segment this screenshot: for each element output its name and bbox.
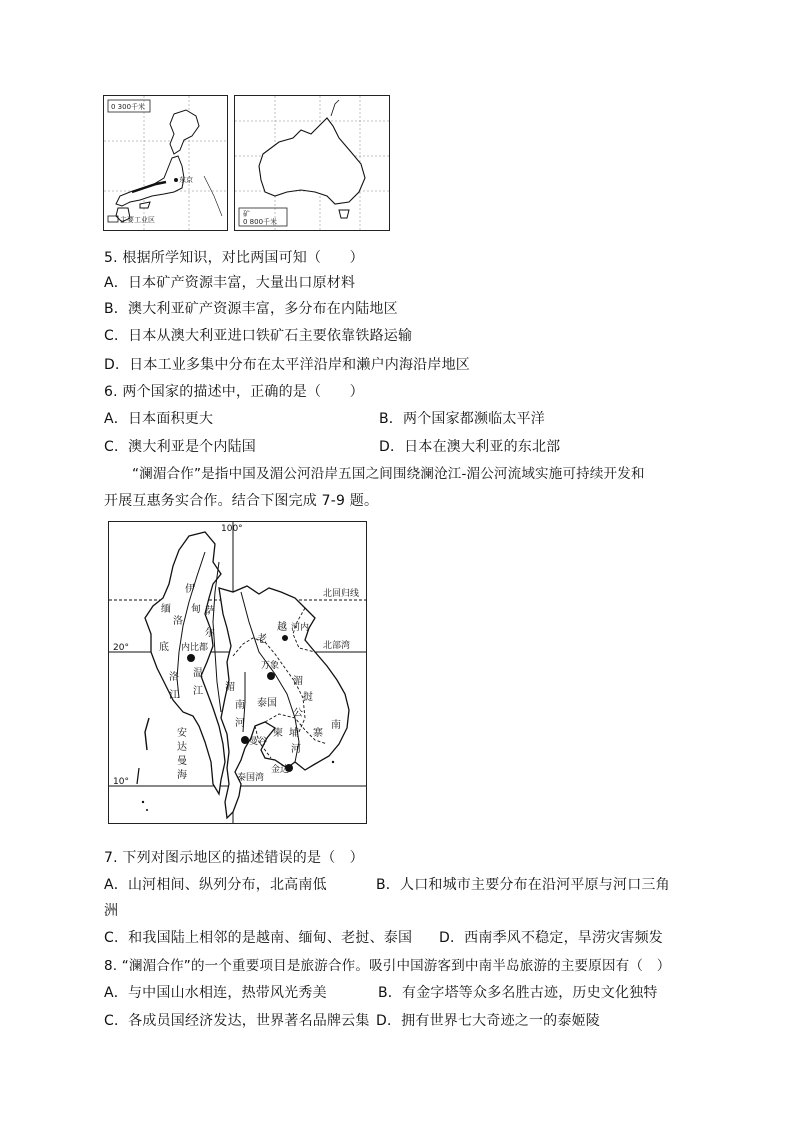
japan-map <box>103 95 228 231</box>
thailand-label: 泰国 <box>257 698 277 709</box>
lon-100-label: 100° <box>221 524 243 534</box>
bangkok-label: 曼谷 <box>249 737 268 747</box>
intro-line-2: 开展互惠务实合作。结合下图完成 7-9 题。 <box>104 493 379 509</box>
vietnam-label: 越 <box>277 622 287 633</box>
q8-option-d: D．拥有世界七大奇迹之一的泰姬陵 <box>376 1013 600 1029</box>
q6-option-a: A．日本面积更大 <box>104 411 214 427</box>
q7-option-c: C．和我国陆上相邻的是越南、缅甸、老挝、泰国 <box>104 930 413 946</box>
cambodia-char-2: 埔 <box>289 728 299 739</box>
irrawaddy-char-4: 底 <box>159 642 169 653</box>
chao-char-1: 南 <box>235 700 245 711</box>
andaman-char-3: 曼 <box>177 756 187 767</box>
japan-legend: 主要工业区 <box>120 216 155 224</box>
q5-option-a: A．日本矿产资源丰富，大量出口原材料 <box>104 275 356 291</box>
intro-line-1: “澜湄合作”是指中国及湄公河沿岸五国之间围绕澜沧江-湄公河流域实施可持续开发和 <box>132 466 645 482</box>
laos-label: 老 <box>257 634 267 645</box>
q7-option-b: B．人口和城市主要分布在沿河平原与河口三角 <box>376 877 670 893</box>
irrawaddy-char-2b: 洛 <box>169 672 179 683</box>
aus-scale-legend: 矿 <box>243 210 250 218</box>
vientiane-label: 万象 <box>261 661 280 671</box>
salween-char-1: 萨 <box>205 606 215 617</box>
japan-map-drawing <box>104 96 227 230</box>
indochina-map-drawing <box>109 522 366 823</box>
irrawaddy-char-2: 洛 <box>173 616 183 627</box>
naypyidaw-label: 内比都 <box>181 643 209 653</box>
indochina-map <box>108 521 367 824</box>
gulf-of-thailand-label: 泰国湾 <box>237 773 265 783</box>
australia-map <box>234 95 390 231</box>
andaman-char-4: 海 <box>177 770 187 781</box>
andaman-char-2: 达 <box>177 742 187 753</box>
mekong-char-3: 河 <box>291 744 301 755</box>
q6-option-c: C．澳大利亚是个内陆国 <box>104 439 256 455</box>
andaman-char-1: 安 <box>177 728 187 739</box>
irrawaddy-char-5: 江 <box>169 690 179 701</box>
mei-char: 湄 <box>225 682 235 693</box>
q5-stem: 5. 根据所学知识，对比两国可知（ ） <box>104 250 364 266</box>
q6-option-b: B．两个国家都濒临太平洋 <box>379 411 546 427</box>
myanmar-char-2: 甸 <box>191 604 201 615</box>
q8-option-a: A．与中国山水相连，热带风光秀美 <box>104 985 327 1001</box>
q6-stem: 6. 两个国家的描述中，正确的是（ ） <box>104 384 364 400</box>
q7-option-a: A．山河相间、纵列分布，北高南低 <box>104 877 327 893</box>
q7-stem: 7. 下列对图示地区的描述错误的是（ ） <box>104 850 364 866</box>
hanoi-label: 河内 <box>291 623 310 633</box>
mekong-char-1: 湄 <box>293 676 303 687</box>
lat-10-label: 10° <box>113 777 129 787</box>
q8-option-b: B．有金字塔等众多名胜古迹，历史文化独特 <box>378 985 658 1001</box>
lat-20-label: 20° <box>113 643 129 653</box>
japan-scale: 0 300千米 <box>111 103 146 111</box>
salween-char-3: 温 <box>193 668 203 679</box>
aus-scale: 0 800千米 <box>243 218 278 226</box>
phnom-penh-label: 金边 <box>271 765 290 775</box>
tropic-label: 北回归线 <box>323 589 360 599</box>
q5-option-d: D．日本工业多集中分布在太平洋沿岸和濑户内海沿岸地区 <box>104 357 470 373</box>
q7-option-b-cont: 洲 <box>104 903 119 919</box>
irrawaddy-char-1: 伊 <box>185 584 195 595</box>
salween-char-2: 尔 <box>205 628 215 639</box>
myanmar-char-1: 缅 <box>161 604 171 615</box>
australia-map-drawing <box>235 96 389 230</box>
q5-option-c: C．日本从澳大利亚进口铁矿石主要依靠铁路运输 <box>104 328 413 344</box>
q6-option-d: D．日本在澳大利亚的东北部 <box>379 439 561 455</box>
q7-option-d: D．西南季风不稳定，旱涝灾害频发 <box>439 930 663 946</box>
laos-char-2: 挝 <box>303 692 313 703</box>
q8-stem: 8. “澜湄合作”的一个重要项目是旅游合作。吸引中国游客到中南半岛旅游的主要原因有（ ） <box>104 958 671 974</box>
cambodia-char-3: 寨 <box>313 728 323 739</box>
beibu-gulf-label: 北部湾 <box>323 641 351 651</box>
q5-option-b: B．澳大利亚矿产资源丰富，多分布在内陆地区 <box>104 301 398 317</box>
q8-option-c: C．各成员国经济发达，世界著名品牌云集 <box>104 1013 370 1029</box>
south-char: 南 <box>331 720 341 731</box>
chao-char-2: 河 <box>235 718 245 729</box>
tokyo-label: 东京 <box>179 176 193 184</box>
salween-char-4: 江 <box>193 686 203 697</box>
mekong-char-2: 公 <box>293 708 303 719</box>
cambodia-char-1: 柬 <box>273 728 283 739</box>
